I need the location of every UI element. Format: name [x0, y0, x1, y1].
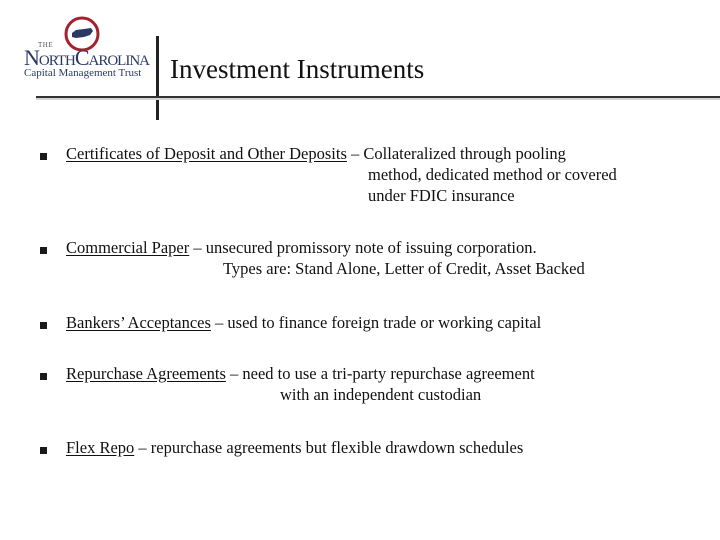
instrument-description: – unsecured promissory note of issuing corporation. — [189, 238, 537, 257]
bullet-marker — [40, 247, 47, 254]
bullet-marker — [40, 322, 47, 329]
slide-title: Investment Instruments — [170, 54, 425, 84]
description-continuation: under FDIC insurance — [368, 186, 515, 205]
list-item-first-line — [66, 363, 535, 384]
instrument-description: – used to finance foreign trade or working capital — [210, 313, 542, 332]
instrument-description: – repurchase agreements but flexible drawdown schedules — [134, 438, 524, 457]
vertical-divider — [156, 36, 159, 120]
horizontal-divider-shadow — [36, 98, 720, 100]
instrument-description: – Collateralized through pooling — [346, 144, 566, 163]
logo-the-text: THE — [38, 41, 54, 49]
list-item — [66, 237, 585, 279]
description-continuation: method, dedicated method or covered — [368, 165, 617, 184]
instrument-description: – need to use a tri-party repurchase agreement — [225, 364, 535, 383]
list-item — [66, 312, 541, 333]
instrument-term: Commercial Paper — [66, 238, 190, 257]
bullet-marker — [40, 153, 47, 160]
list-item — [66, 437, 523, 458]
instrument-term: Repurchase Agreements — [66, 364, 226, 383]
logo-north-carolina-text: NORTHCAROLINA — [24, 45, 150, 70]
bullet-marker — [40, 447, 47, 454]
logo-subtitle: Capital Management Trust — [24, 67, 142, 79]
description-continuation: with an independent custodian — [280, 385, 482, 404]
list-item-first-line — [66, 237, 585, 258]
bullet-marker — [40, 373, 47, 380]
instrument-term: Flex Repo — [66, 438, 135, 457]
instrument-term: Certificates of Deposit and Other Deposits — [66, 144, 347, 163]
description-continuation: Types are: Stand Alone, Letter of Credit, Asset Backed — [223, 259, 585, 278]
instrument-term: Bankers’ Acceptances — [66, 313, 211, 332]
company-logo — [22, 16, 148, 82]
list-item-first-line — [66, 143, 617, 164]
list-item-first-line — [66, 437, 523, 458]
list-item — [66, 143, 617, 206]
list-item-first-line — [66, 312, 541, 333]
list-item — [66, 363, 535, 405]
